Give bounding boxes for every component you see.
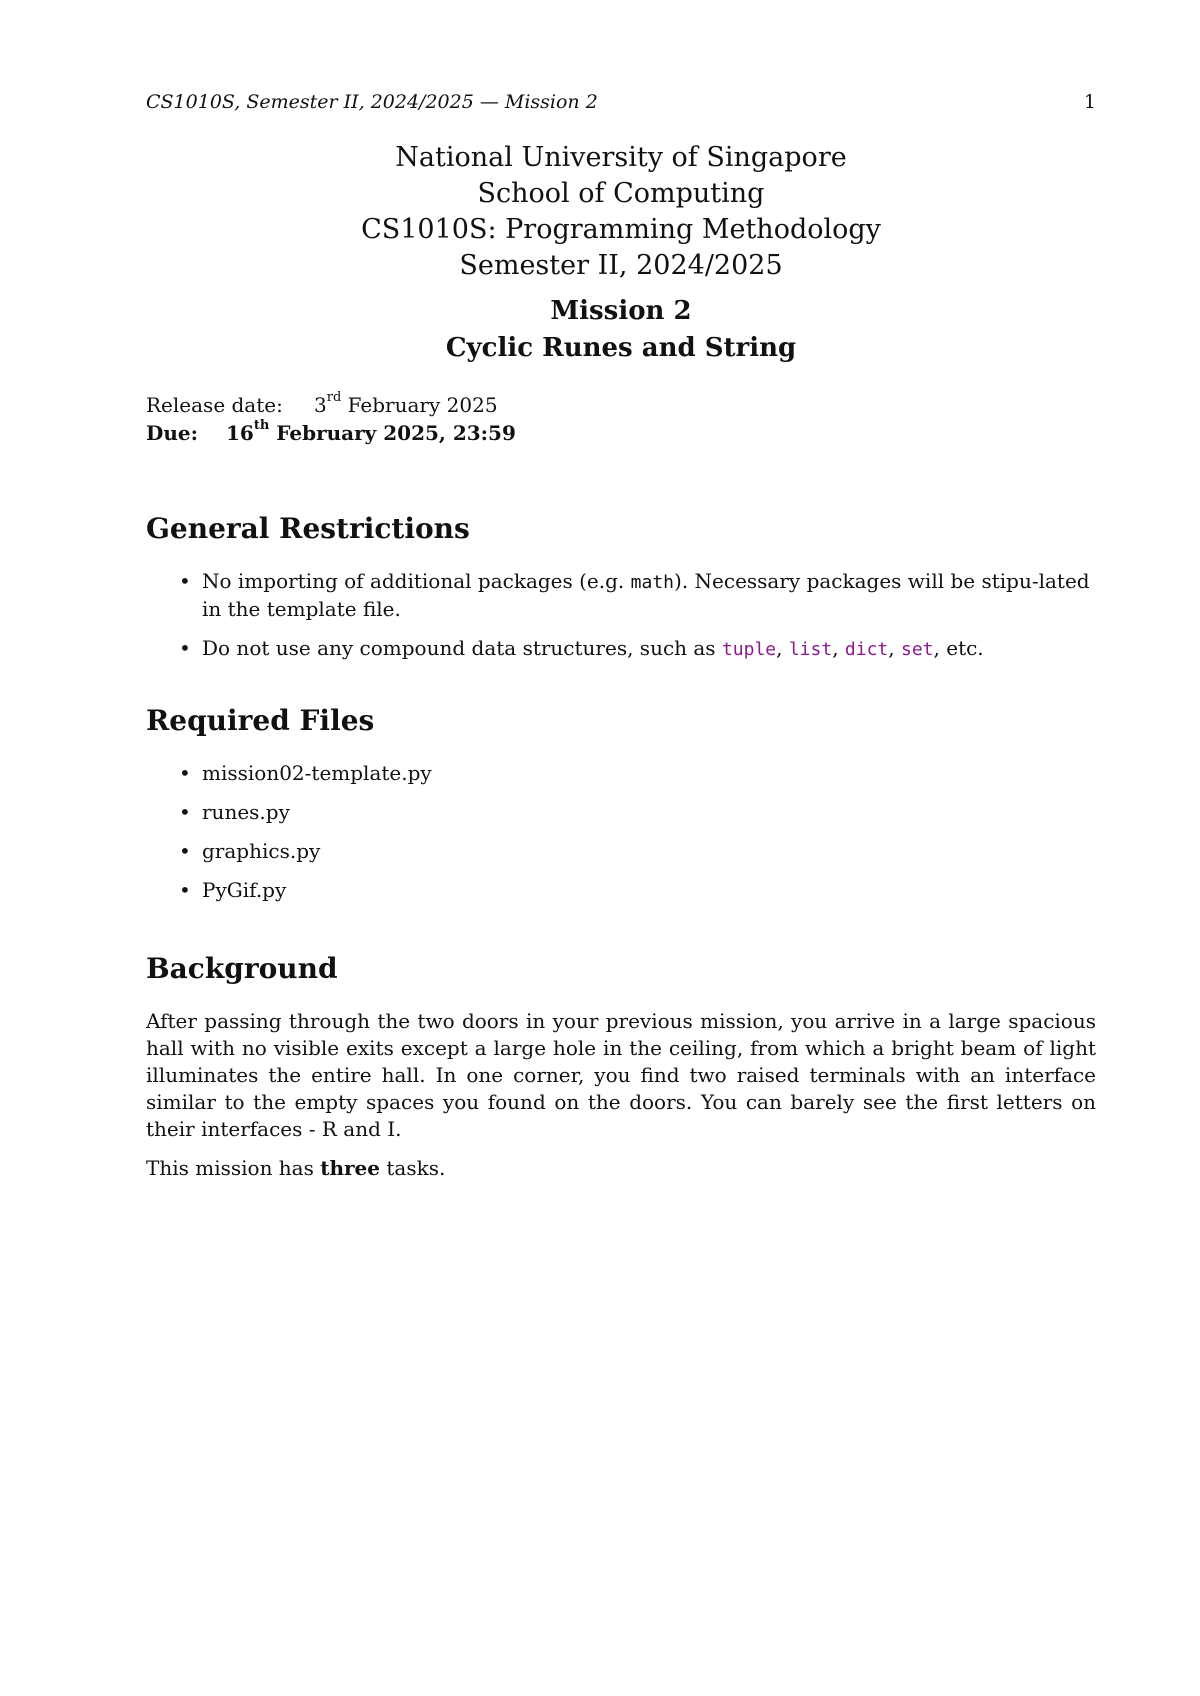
code-set: set: [901, 639, 934, 660]
required-files-section: [146, 703, 1096, 916]
separator: ,: [888, 636, 901, 660]
list-item: • runes.py: [146, 799, 1096, 826]
semester: Semester II, 2024/2025: [459, 250, 783, 281]
dates-block: [146, 391, 516, 447]
release-suffix: rd: [326, 390, 342, 406]
due-day: 16: [226, 421, 254, 445]
tasks-paragraph: [146, 1155, 1096, 1182]
list-item: • graphics.py: [146, 838, 1096, 865]
running-title: CS1010S, Semester II, 2024/2025 — Mission 2: [146, 91, 598, 113]
background-heading: Background: [146, 952, 338, 985]
due-label: Due:: [146, 421, 198, 445]
due-suffix: th: [253, 418, 270, 434]
code-math: math: [630, 572, 675, 593]
title-block: [146, 140, 1096, 367]
tasks-text: tasks.: [380, 1156, 446, 1180]
list-item: [146, 568, 1096, 623]
general-restrictions-heading: General Restrictions: [146, 512, 470, 545]
code-list: list: [788, 639, 833, 660]
code-dict: dict: [844, 639, 889, 660]
background-paragraph: After passing through the two doors in your previous mission, you arrive in a large spacious hall with no visible exits except a large hole in the ceiling, from which a bright beam of light illuminates the entire hall. In one corner, you find two raised terminals with an interface similar to the empty spaces you found on the doors. You can barely see the first letters on their interfaces - R and I.: [146, 1009, 1096, 1141]
separator: ,: [832, 636, 845, 660]
files-list: [146, 760, 1096, 904]
due-date: [146, 419, 516, 447]
code-tuple: tuple: [721, 639, 777, 660]
restriction-text: Do not use any compound data structures, such as: [202, 636, 722, 660]
document-page: [146, 0, 1096, 1696]
release-label: Release date:: [146, 393, 283, 417]
release-rest: February 2025: [341, 393, 498, 417]
list-item: • PyGif.py: [146, 877, 1096, 904]
page-number: 1: [1083, 91, 1096, 113]
school-name: School of Computing: [477, 178, 765, 209]
running-header: [146, 90, 1096, 114]
course-name: CS1010S: Programming Methodology: [361, 214, 881, 245]
restriction-text: ). Necessary packages will be stipu-lated in the template file.: [202, 569, 1090, 621]
tasks-count: three: [320, 1156, 380, 1180]
separator: ,: [776, 636, 789, 660]
restrictions-list: [146, 568, 1096, 663]
list-item: [146, 635, 1096, 663]
list-item: • mission02-template.py: [146, 760, 1096, 787]
required-files-heading: Required Files: [146, 704, 375, 737]
tasks-text: This mission has: [146, 1156, 321, 1180]
release-day: 3: [314, 393, 327, 417]
background-section: [146, 951, 1096, 1182]
mission-title: Cyclic Runes and String: [445, 333, 797, 363]
restriction-text: No importing of additional packages (e.g.: [202, 569, 631, 593]
general-restrictions-section: [146, 511, 1096, 675]
mission-number: Mission 2: [550, 296, 692, 326]
university-name: National University of Singapore: [395, 142, 847, 173]
restriction-text: , etc.: [933, 636, 984, 660]
due-rest: February 2025, 23:59: [269, 421, 516, 445]
release-date: [146, 391, 516, 419]
